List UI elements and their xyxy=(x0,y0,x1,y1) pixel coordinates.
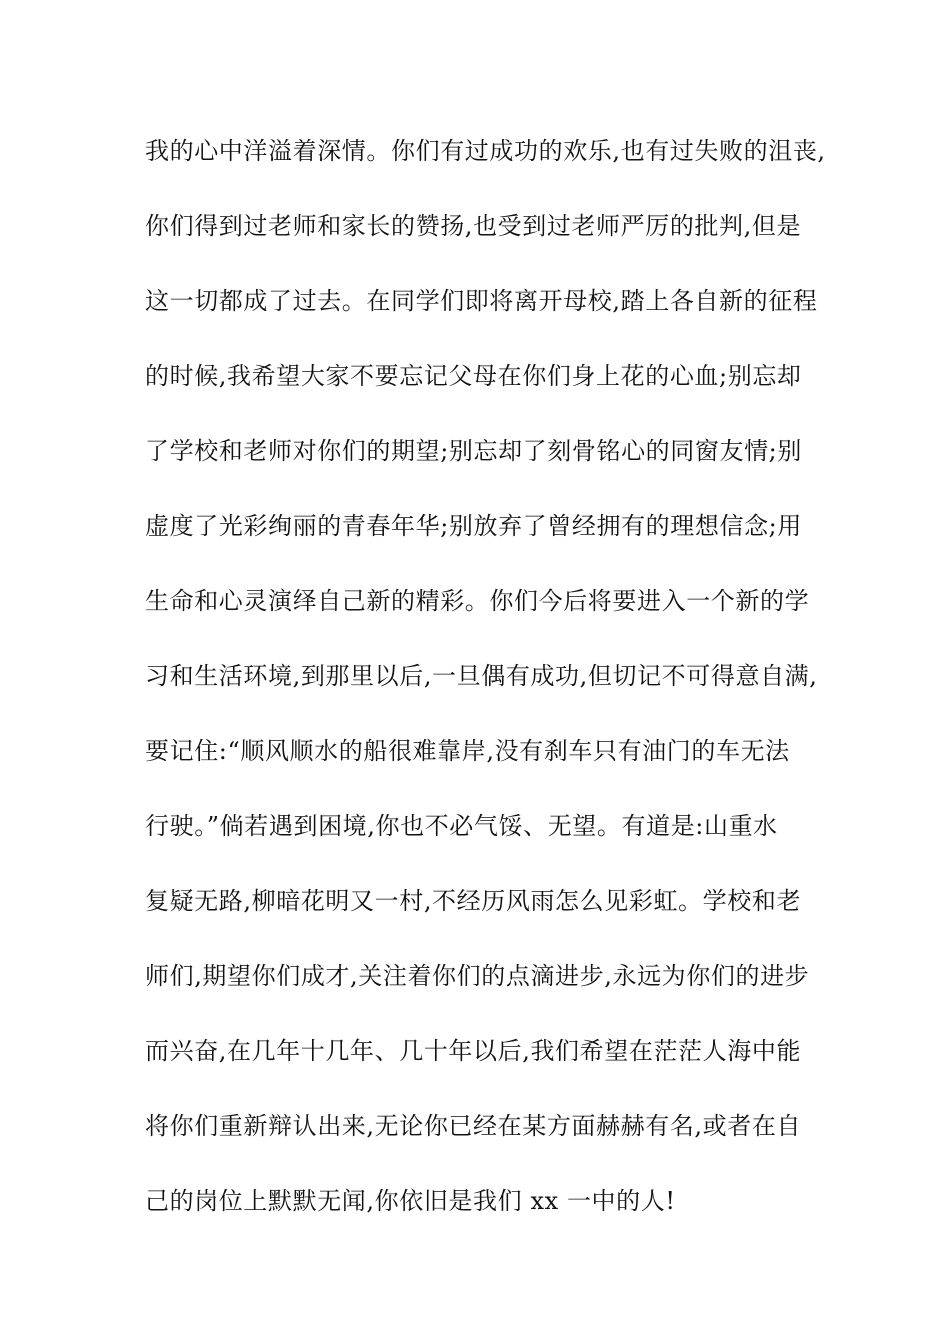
text-line: 行驶。”倘若遇到困境,你也不必气馁、无望。有道是:山重水 xyxy=(145,812,778,840)
text-line: 习和生活环境,到那里以后,一旦偶有成功,但切记不可得意自满, xyxy=(145,662,818,690)
text-line: 将你们重新辩认出来,无论你已经在某方面赫赫有名,或者在自 xyxy=(145,1112,802,1140)
text-line: 师们,期望你们成才,关注着你们的点滴进步,永远为你们的进步 xyxy=(145,962,810,990)
text-line: 要记住:“顺风顺水的船很难靠岸,没有刹车只有油门的车无法 xyxy=(145,737,790,765)
text-line: 你们得到过老师和家长的赞扬,也受到过老师严厉的批判,但是 xyxy=(145,212,802,240)
text-line: 而兴奋,在几年十几年、几十年以后,我们希望在茫茫人海中能 xyxy=(145,1037,802,1065)
text-line: 生命和心灵演绎自己新的精彩。你们今后将要进入一个新的学 xyxy=(145,587,810,615)
text-line: 了学校和老师对你们的期望;别忘却了刻骨铭心的同窗友情;别 xyxy=(145,437,802,465)
text-line: 这一切都成了过去。在同学们即将离开母校,踏上各自新的征程 xyxy=(145,287,818,315)
text-line: 虚度了光彩绚丽的青春年华;别放弃了曾经拥有的理想信念;用 xyxy=(145,512,802,540)
text-line: 的时候,我希望大家不要忘记父母在你们身上花的心血;别忘却 xyxy=(145,362,802,390)
text-line: 复疑无路,柳暗花明又一村,不经历风雨怎么见彩虹。学校和老 xyxy=(145,887,802,915)
body-text xyxy=(145,131,826,1256)
text-line: 我的心中洋溢着深情。你们有过成功的欢乐,也有过失败的沮丧, xyxy=(145,137,826,165)
text-line: 己的岗位上默默无闻,你依旧是我们 xx 一中的人! xyxy=(145,1187,676,1215)
